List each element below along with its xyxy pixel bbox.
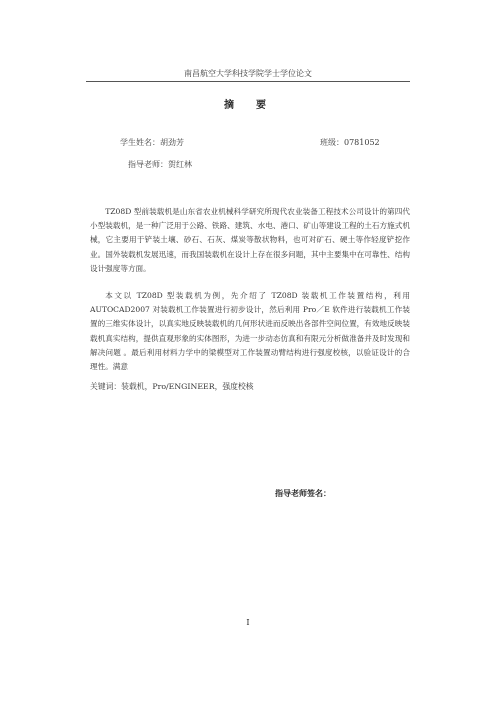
student-name: 学生姓名：胡劲芳 <box>120 138 184 147</box>
advisor-signature-label: 指导老师签名： <box>275 488 331 498</box>
abstract-paragraph-1: TZ08D 型前装载机是山东省农业机械科学研究所现代农业装备工程技术公司设计的第四代小型装载机，是一种广泛用于公路、铁路、建筑、水电、港口、矿山等建设工程的土石方施式机械，它主要用于铲装土壤、砂石、石灰、煤炭等散状物料，也可对矿石、硬土等作轻度铲挖作业。国外装载机发展迅速，而我国装载机在设计上存在很多问题，其中主要集中在可靠性、结构设计强度等方面。 <box>90 207 410 273</box>
abstract-title: 摘 要 <box>224 100 272 111</box>
keywords-line: 关键词：装载机，Pro/ENGINEER，强度校核 <box>90 382 254 391</box>
page-header: 南昌航空大学科技学院学士学位论文 <box>184 69 312 78</box>
class-number: 班级：0781052 <box>320 138 380 147</box>
header-divider <box>86 81 410 82</box>
abstract-paragraph-2: 本文以 TZ08D 型装载机为例，先介绍了 TZ08D 装载机工作装置结构，利用AUTOCAD2007 对装载机工作装置进行初步设计，然后利用 Pro／E 软件进行装载机工作装置的三维实体设计，以真实地反映装载机的几何形状进而反映出各部件空间位置，有效地反映装载机真实结构，提供直观形象的实体图形，为进一步动态仿真和有限元分析做准备并及时发现和解决问题 。最后利用材料力学中的梁模型对工作装置动臂结构进行强度校核，以验证设计的合理性。满意 <box>90 291 410 372</box>
advisor-name: 指导老师：贺红林 <box>128 160 192 169</box>
page-number: I <box>246 618 250 627</box>
